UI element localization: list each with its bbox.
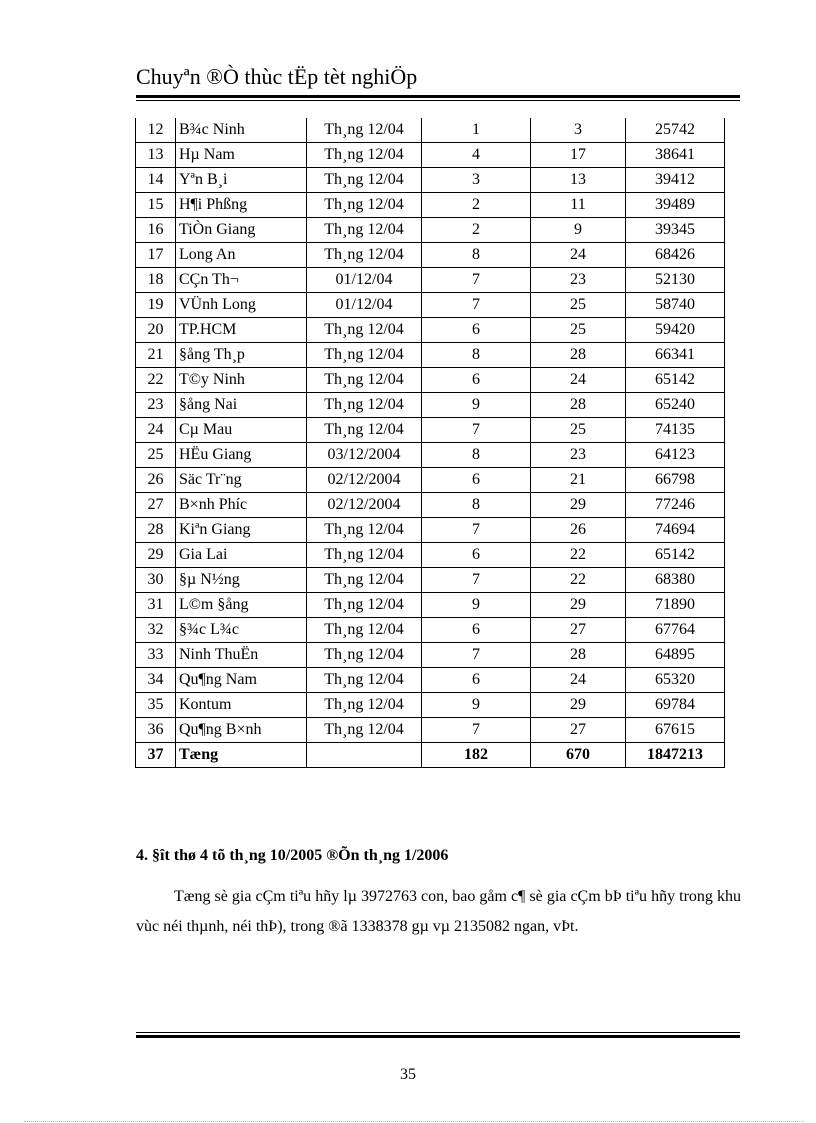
table-cell: Th¸ng 12/04 [307,518,422,543]
table-row [136,343,725,368]
table-cell: Kiªn Giang [176,518,307,543]
table-cell: H¶i Phßng [176,193,307,218]
section-paragraph: Tæng sè gia cÇm tiªu hñy lµ 3972763 con, bao gåm c¶ sè gia cÇm bÞ tiªu hñy trong khu vùc néi thµnh, néi thÞ), trong ®ã 1338378 gµ vµ 2135082 ngan, vÞt. [136,888,741,935]
table-cell: 36 [136,718,176,743]
table-cell: 77246 [626,493,725,518]
table-cell: 25 [136,443,176,468]
table-cell: 9 [422,393,531,418]
table-cell: Kontum [176,693,307,718]
table-cell: 7 [422,718,531,743]
table-cell: 39412 [626,168,725,193]
table-cell: 17 [531,143,626,168]
table-cell: Th¸ng 12/04 [307,218,422,243]
table-cell: 7 [422,418,531,443]
table-cell: 13 [136,143,176,168]
table-cell: 28 [136,518,176,543]
table-row [136,118,725,143]
table-row [136,518,725,543]
table-row [136,268,725,293]
table-cell: 64123 [626,443,725,468]
table-cell: 67615 [626,718,725,743]
table-cell: 71890 [626,593,725,618]
table-cell: 20 [136,318,176,343]
table-cell: Gia Lai [176,543,307,568]
table-cell: 13 [531,168,626,193]
table-row [136,143,725,168]
table-cell: 6 [422,468,531,493]
table-cell: 7 [422,643,531,668]
page-number: 35 [400,1066,416,1083]
table-cell: Th¸ng 12/04 [307,193,422,218]
table-cell: 6 [422,368,531,393]
table-row [136,368,725,393]
table-row [136,543,725,568]
table-row [136,218,725,243]
table-cell: 69784 [626,693,725,718]
table-cell: 7 [422,293,531,318]
table-cell: Th¸ng 12/04 [307,118,422,143]
page-header-title: Chuyªn ®Ò thùc tËp tèt nghiÖp [136,64,418,89]
page-edge-dotted [24,1121,804,1122]
table-cell: 35 [136,693,176,718]
table-cell: 8 [422,343,531,368]
table-cell: 67764 [626,618,725,643]
table-cell: 8 [422,443,531,468]
table-row [136,618,725,643]
table-cell: 74135 [626,418,725,443]
table-cell: 19 [136,293,176,318]
table-row [136,443,725,468]
table-cell: 1 [422,118,531,143]
table-cell: 28 [531,393,626,418]
table-cell: Säc Tr¨ng [176,468,307,493]
table-cell: 31 [136,593,176,618]
table-cell: Th¸ng 12/04 [307,568,422,593]
table-row [136,668,725,693]
table-cell: Th¸ng 12/04 [307,143,422,168]
table-cell: B×nh Phíc [176,493,307,518]
table-cell: 6 [422,668,531,693]
table-cell: CÇn Th¬ [176,268,307,293]
table-cell: 24 [531,243,626,268]
table-cell: 2 [422,193,531,218]
table-cell: 8 [422,243,531,268]
table-cell: Th¸ng 12/04 [307,668,422,693]
table-cell: Th¸ng 12/04 [307,593,422,618]
table-cell: 39345 [626,218,725,243]
header-rule-thin [136,100,740,101]
table-cell: 3 [422,168,531,193]
table-cell: 03/12/2004 [307,443,422,468]
table-cell: 28 [531,643,626,668]
table-cell: 66798 [626,468,725,493]
table-cell: 02/12/2004 [307,468,422,493]
data-table-body [136,118,725,768]
table-cell: 9 [422,593,531,618]
table-cell: 9 [422,693,531,718]
table-total-cell: 182 [422,743,531,768]
table-cell: 30 [136,568,176,593]
table-total-cell [307,743,422,768]
table-cell: 7 [422,518,531,543]
table-cell: 28 [531,343,626,368]
table-cell: 18 [136,268,176,293]
table-row [136,493,725,518]
table-cell: 01/12/04 [307,268,422,293]
table-cell: 25 [531,293,626,318]
table-cell: Th¸ng 12/04 [307,693,422,718]
table-cell: Cµ Mau [176,418,307,443]
table-cell: 02/12/2004 [307,493,422,518]
table-row [136,468,725,493]
table-cell: 65240 [626,393,725,418]
table-cell: 16 [136,218,176,243]
table-cell: 24 [531,668,626,693]
header-rule-thick [136,95,740,98]
table-cell: 26 [531,518,626,543]
table-cell: 23 [531,443,626,468]
table-cell: Th¸ng 12/04 [307,643,422,668]
table-cell: 22 [531,568,626,593]
table-cell: 22 [136,368,176,393]
table-total-cell: 670 [531,743,626,768]
table-cell: 58740 [626,293,725,318]
table-cell: 6 [422,318,531,343]
table-row [136,568,725,593]
footer-rule-thin [136,1032,740,1033]
table-cell: 11 [531,193,626,218]
table-cell: 29 [136,543,176,568]
table-total-row [136,743,725,768]
table-cell: Th¸ng 12/04 [307,618,422,643]
table-cell: 25 [531,418,626,443]
table-cell: §¾c L¾c [176,618,307,643]
table-cell: 27 [531,618,626,643]
table-cell: 25 [531,318,626,343]
table-cell: 38641 [626,143,725,168]
table-cell: 68380 [626,568,725,593]
table-cell: Th¸ng 12/04 [307,168,422,193]
table-cell: 14 [136,168,176,193]
table-cell: 64895 [626,643,725,668]
table-cell: 24 [531,368,626,393]
table-cell: 23 [531,268,626,293]
table-cell: 6 [422,618,531,643]
table-row [136,693,725,718]
table-cell: §ång Th¸p [176,343,307,368]
table-cell: 7 [422,268,531,293]
table-cell: 74694 [626,518,725,543]
table-row [136,293,725,318]
table-cell: 7 [422,568,531,593]
table-cell: §ång Nai [176,393,307,418]
table-cell: 26 [136,468,176,493]
table-cell: 25742 [626,118,725,143]
table-cell: Th¸ng 12/04 [307,543,422,568]
table-cell: 9 [531,218,626,243]
table-cell: 34 [136,668,176,693]
table-cell: 01/12/04 [307,293,422,318]
table-cell: 22 [531,543,626,568]
table-cell: Th¸ng 12/04 [307,418,422,443]
table-cell: L©m §ång [176,593,307,618]
table-cell: Ninh ThuËn [176,643,307,668]
table-cell: 29 [531,693,626,718]
table-cell: 27 [531,718,626,743]
table-cell: 65142 [626,543,725,568]
table-cell: Qu¶ng Nam [176,668,307,693]
table-cell: 4 [422,143,531,168]
table-total-cell: Tæng [176,743,307,768]
table-cell: Th¸ng 12/04 [307,368,422,393]
table-cell: §µ N½ng [176,568,307,593]
table-cell: 24 [136,418,176,443]
table-cell: 65142 [626,368,725,393]
table-cell: 66341 [626,343,725,368]
table-cell: TiÒn Giang [176,218,307,243]
table-cell: Qu¶ng B×nh [176,718,307,743]
table-cell: 33 [136,643,176,668]
table-cell: B¾c Ninh [176,118,307,143]
table-cell: 12 [136,118,176,143]
table-cell: 29 [531,593,626,618]
table-cell: 23 [136,393,176,418]
table-row [136,593,725,618]
table-cell: VÜnh Long [176,293,307,318]
table-cell: T©y Ninh [176,368,307,393]
table-cell: 17 [136,243,176,268]
table-total-cell: 37 [136,743,176,768]
data-table [135,118,725,768]
footer-rule-thick [136,1035,740,1038]
table-row [136,168,725,193]
table-cell: Th¸ng 12/04 [307,393,422,418]
table-cell: Th¸ng 12/04 [307,318,422,343]
table-cell: Th¸ng 12/04 [307,718,422,743]
table-cell: Th¸ng 12/04 [307,243,422,268]
table-row [136,418,725,443]
table-cell: Hµ Nam [176,143,307,168]
table-cell: TP.HCM [176,318,307,343]
table-total-cell: 1847213 [626,743,725,768]
table-cell: Long An [176,243,307,268]
table-cell: 65320 [626,668,725,693]
table-cell: HËu Giang [176,443,307,468]
table-cell: 59420 [626,318,725,343]
table-cell: 21 [531,468,626,493]
table-row [136,643,725,668]
table-row [136,318,725,343]
table-cell: 15 [136,193,176,218]
table-cell: 8 [422,493,531,518]
table-cell: 52130 [626,268,725,293]
table-cell: Yªn B¸i [176,168,307,193]
table-row [136,193,725,218]
table-cell: 29 [531,493,626,518]
table-cell: 2 [422,218,531,243]
table-row [136,718,725,743]
table-cell: 32 [136,618,176,643]
table-row [136,393,725,418]
table-cell: 3 [531,118,626,143]
table-cell: 6 [422,543,531,568]
table-cell: 68426 [626,243,725,268]
table-cell: 39489 [626,193,725,218]
section-heading: 4. §ît thø 4 tõ th¸ng 10/2005 ®Õn th¸ng 1/2006 [136,847,449,864]
table-cell: 21 [136,343,176,368]
table-cell: Th¸ng 12/04 [307,343,422,368]
table-cell: 27 [136,493,176,518]
table-row [136,243,725,268]
